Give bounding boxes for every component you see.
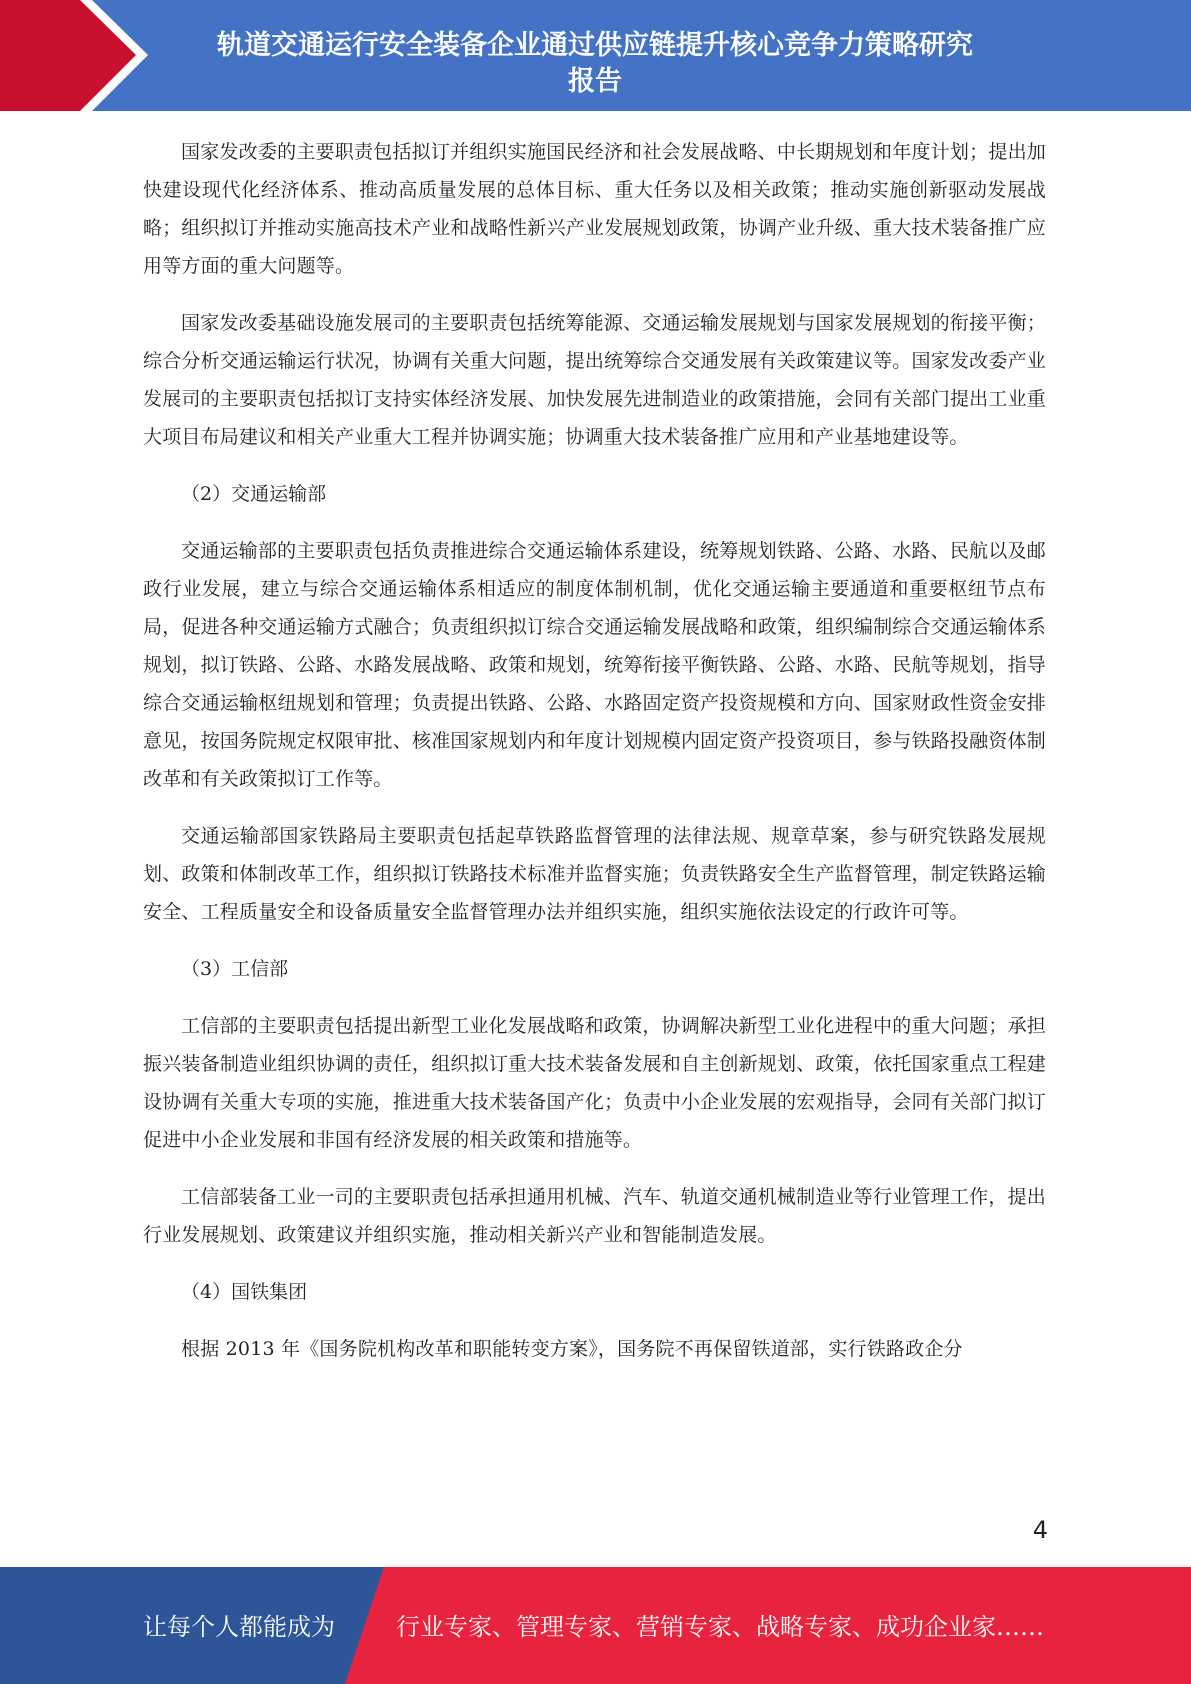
document-title bbox=[170, 28, 1020, 100]
document-title-line2: 报告 bbox=[568, 66, 622, 97]
paragraph-ndrc-duties: 国家发改委的主要职责包括拟订并组织实施国民经济和社会发展战略、中长期规划和年度计划；提出加快建设现代化经济体系、推动高质量发展的总体目标、重大任务以及相关政策；推动实施创新驱动发展战略；组织拟订并推动实施高技术产业和战略性新兴产业发展规划政策，协调产业升级、重大技术装备推广应用等方面的重大问题等。 bbox=[143, 141, 1046, 277]
paragraph-china-railway-reform: 根据 2013 年《国务院机构改革和职能转变方案》，国务院不再保留铁道部，实行铁路政企分 bbox=[181, 1338, 963, 1360]
page-number: 4 bbox=[1032, 1516, 1048, 1544]
paragraph-miit-equipment-department: 工信部装备工业一司的主要职责包括承担通用机械、汽车、轨道交通机械制造业等行业管理工作，提出行业发展规划、政策建议并组织实施，推动相关新兴产业和智能制造发展。 bbox=[143, 1186, 1046, 1246]
section-heading-miit: （3）工信部 bbox=[181, 958, 289, 980]
paragraph-national-railway-administration: 交通运输部国家铁路局主要职责包括起草铁路监督管理的法律法规、规章草案，参与研究铁路发展规划、政策和体制改革工作，组织拟订铁路技术标准并监督实施；负责铁路安全生产监督管理，制定铁路运输安全、工程质量安全和设备质量安全监督管理办法并组织实施，组织实施依法设定的行政许可等。 bbox=[143, 825, 1046, 923]
paragraph-miit-duties: 工信部的主要职责包括提出新型工业化发展战略和政策，协调解决新型工业化进程中的重大问题；承担振兴装备制造业组织协调的责任，组织拟订重大技术装备发展和自主创新规划、政策，依托国家重点工程建设协调有关重大专项的实施，推进重大技术装备国产化；负责中小企业发展的宏观指导，会同有关部门拟订促进中小企业发展和非国有经济发展的相关政策和措施等。 bbox=[143, 1015, 1046, 1151]
section-heading-transport-ministry: （2）交通运输部 bbox=[181, 483, 327, 505]
footer-slogan-right: 行业专家、管理专家、营销专家、战略专家、成功企业家…… bbox=[396, 1613, 1044, 1641]
page-footer bbox=[0, 1567, 1191, 1684]
header-chevron-decoration bbox=[0, 0, 160, 111]
paragraph-transport-ministry-duties: 交通运输部的主要职责包括负责推进综合交通运输体系建设，统筹规划铁路、公路、水路、民航以及邮政行业发展，建立与综合交通运输体系相适应的制度体制机制，优化交通运输主要通道和重要枢纽节点布局，促进各种交通运输方式融合；负责组织拟订综合交通运输发展战略和政策，组织编制综合交通运输体系规划，拟订铁路、公路、水路发展战略、政策和规划，统筹衔接平衡铁路、公路、水路、民航等规划，指导综合交通运输枢纽规划和管理；负责提出铁路、公路、水路固定资产投资规模和方向、国家财政性资金安排意见，按国务院规定权限审批、核准国家规划内和年度计划规模内固定资产投资项目，参与铁路投融资体制改革和有关政策拟订工作等。 bbox=[143, 540, 1046, 790]
page-header bbox=[0, 0, 1191, 111]
paragraph-ndrc-departments: 国家发改委基础设施发展司的主要职责包括统筹能源、交通运输发展规划与国家发展规划的衔接平衡；综合分析交通运输运行状况，协调有关重大问题，提出统筹综合交通发展有关政策建议等。国家发改委产业发展司的主要职责包括拟订支持实体经济发展、加快发展先进制造业的政策措施，会同有关部门提出工业重大项目布局建议和相关产业重大工程并协调实施；协调重大技术装备推广应用和产业基地建设等。 bbox=[143, 312, 1046, 448]
document-title-line1: 轨道交通运行安全装备企业通过供应链提升核心竞争力策略研究 bbox=[217, 30, 973, 61]
footer-slogan-left: 让每个人都能成为 bbox=[143, 1613, 335, 1641]
section-heading-china-railway: （4）国铁集团 bbox=[181, 1281, 308, 1303]
document-body bbox=[143, 133, 1046, 1387]
red-chevron-shape bbox=[0, 0, 136, 111]
